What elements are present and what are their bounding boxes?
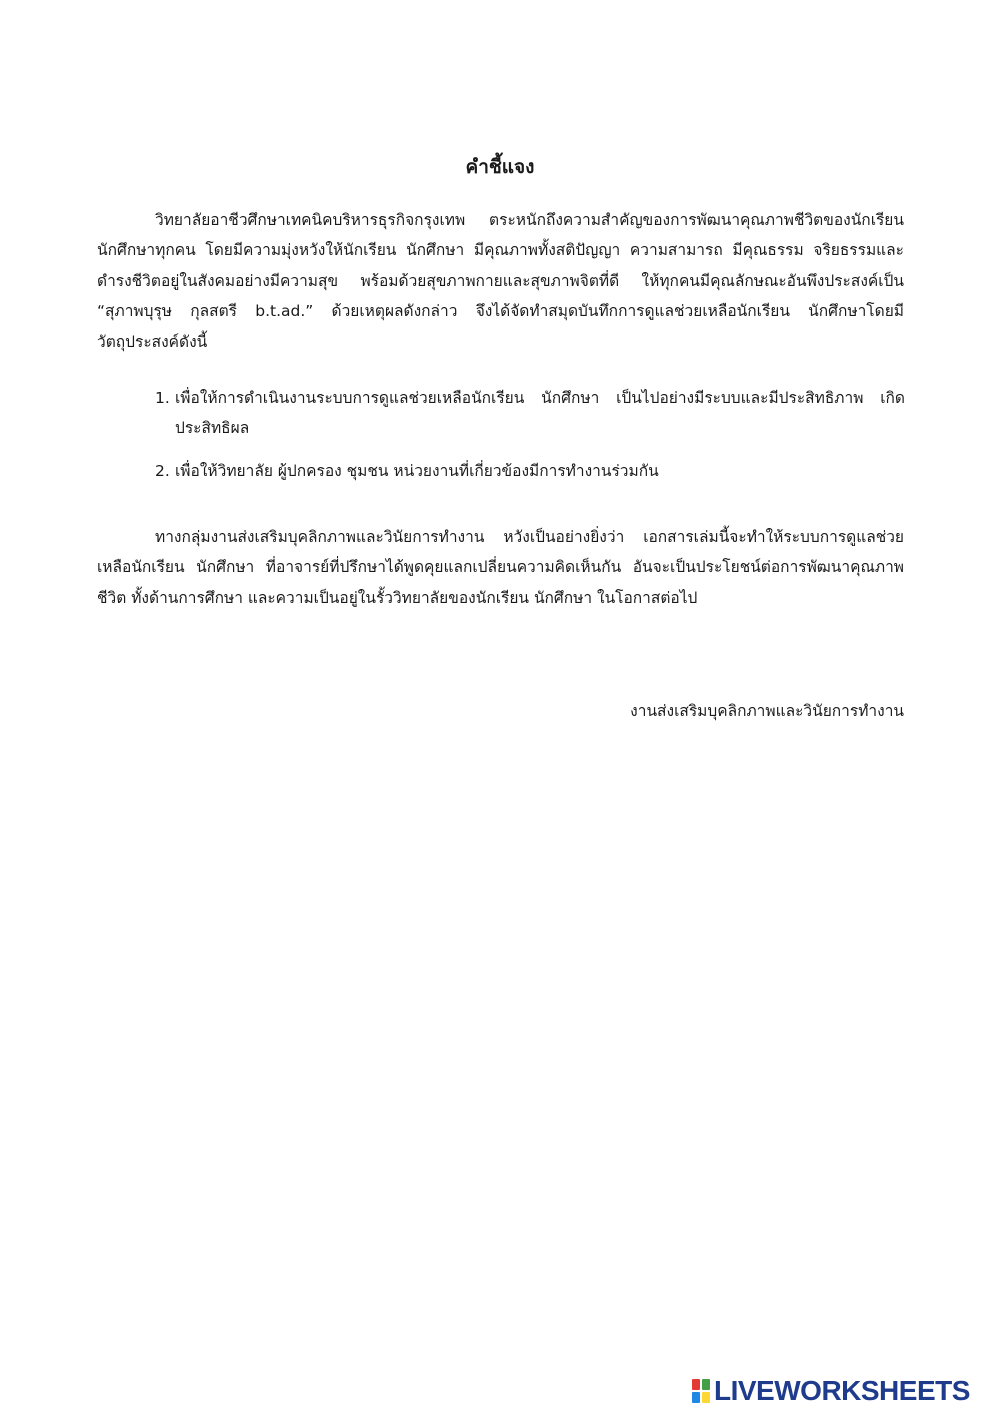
liveworksheets-watermark bbox=[692, 1376, 970, 1406]
objective-item bbox=[155, 383, 905, 444]
objective-text: เพื่อให้วิทยาลัย ผู้ปกครอง ชุมชน หน่วยงานที่เกี่ยวข้องมีการทำงานร่วมกัน bbox=[175, 461, 659, 480]
closing-paragraph: ทางกลุ่มงานส่งเสริมบุคลิกภาพและวินัยการทำงาน หวังเป็นอย่างยิ่งว่า เอกสารเล่มนี้จะทำให้ระบบการดูแลช่วยเหลือนักเรียน นักศึกษา ที่อาจารย์ที่ปรึกษาได้พูดคุยแลกเปลี่ยนความคิดเห็นกัน อันจะเป็นประโยชน์ต่อการพัฒนาคุณภาพชีวิต ทั้งด้านการศึกษา และความเป็นอยู่ในรั้ววิทยาลัยของนักเรียน นักศึกษา ในโอกาสต่อไป bbox=[97, 528, 904, 607]
intro-paragraph: วิทยาลัยอาชีวศึกษาเทคนิคบริหารธุรกิจกรุงเทพ ตระหนักถึงความสำคัญของการพัฒนาคุณภาพชีวิตของนักเรียน นักศึกษาทุกคน โดยมีความมุ่งหวังให้นักเรียน นักศึกษา มีคุณภาพทั้งสติปัญญา ความสามารถ มีคุณธรรม จริยธรรมและดำรงชีวิตอยู่ในสังคมอย่างมีความสุข พร้อมด้วยสุขภาพกายและสุขภาพจิตที่ดี ให้ทุกคนมีคุณลักษณะอันพึงประสงค์เป็น “สุภาพบุรุษ กุลสตรี b.t.ad.” ด้วยเหตุผลดังกล่าว จึงได้จัดทำสมุดบันทึกการดูแลช่วยเหลือนักเรียน นักศึกษาโดยมีวัตถุประสงค์ดังนี้ bbox=[97, 211, 904, 351]
objective-number: 1. bbox=[155, 389, 170, 407]
objective-text: เพื่อให้การดำเนินงานระบบการดูแลช่วยเหลือนักเรียน นักศึกษา เป็นไปอย่างมีระบบและมีประสิทธิภาพ เกิดประสิทธิผล bbox=[175, 389, 905, 438]
objective-number: 2. bbox=[155, 461, 170, 480]
liveworksheets-logo-icon bbox=[692, 1379, 710, 1403]
objective-item bbox=[155, 456, 905, 486]
signature-line: งานส่งเสริมบุคลิกภาพและวินัยการทำงาน bbox=[630, 702, 904, 720]
page-title: คำชี้แจง bbox=[465, 155, 535, 178]
objectives-list bbox=[155, 383, 905, 498]
liveworksheets-brand-text: LIVEWORKSHEETS bbox=[714, 1375, 970, 1406]
